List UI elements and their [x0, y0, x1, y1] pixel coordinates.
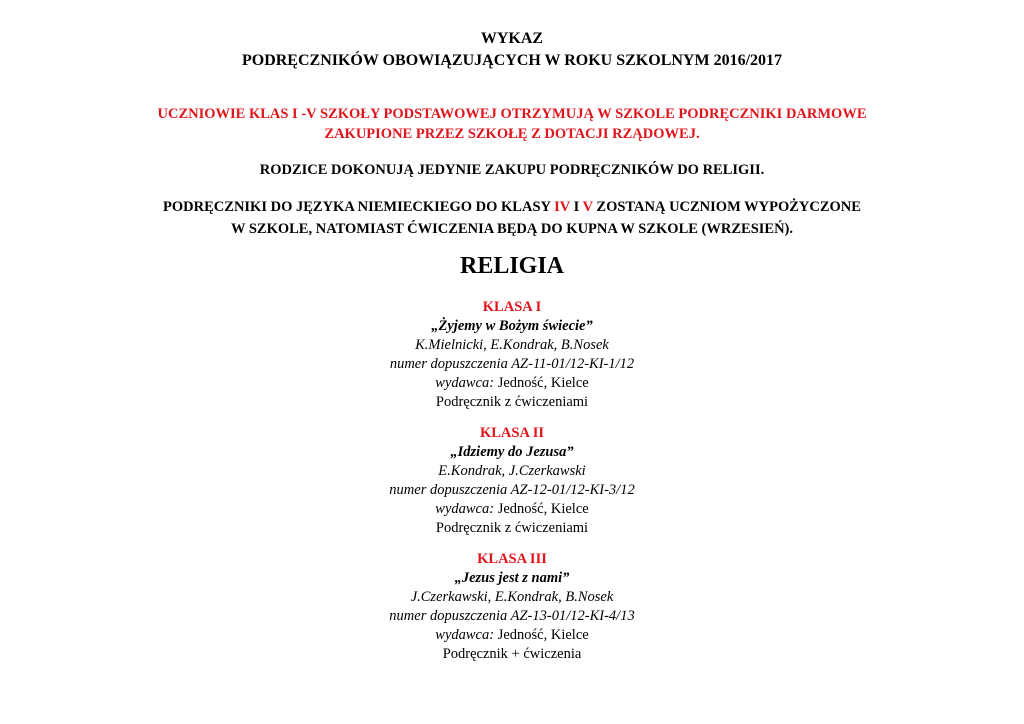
german-notice-line-1 [0, 196, 1024, 218]
book-title: „Żyjemy w Bożym świecie” [431, 318, 593, 334]
class-heading: KLASA III [477, 551, 547, 567]
book-title: „Idziemy do Jezusa” [450, 444, 574, 460]
book-title: „Jezus jest z nami” [454, 570, 570, 586]
book-authors: J.Czerkawski, E.Kondrak, B.Nosek [410, 589, 614, 605]
publisher-name: Jedność, Kielce [494, 501, 589, 517]
book-authors: E.Kondrak, J.Czerkawski [438, 463, 586, 479]
class-heading: KLASA II [479, 425, 545, 441]
german-notice [0, 196, 1024, 240]
publisher-label: wydawca: [435, 375, 495, 391]
german-notice-conjunction: I [569, 199, 583, 215]
subject-heading: RELIGIA [459, 253, 565, 279]
approval-number: numer dopuszczenia AZ-13-01/12-KI-4/13 [389, 608, 635, 624]
german-notice-class-v: V [582, 199, 593, 215]
class-section-1 [0, 298, 1024, 412]
publisher-label: wydawca: [435, 501, 495, 517]
header-title: WYKAZ [480, 30, 544, 47]
class-section-2 [0, 424, 1024, 538]
notice-line-1: UCZNIOWIE KLAS I -V SZKOŁY PODSTAWOWEJ OTRZYMUJĄ W SZKOLE PODRĘCZNIKI DARMOWE [157, 106, 867, 122]
book-type: Podręcznik z ćwiczeniami [435, 394, 589, 410]
class-section-3 [0, 550, 1024, 664]
book-type: Podręcznik z ćwiczeniami [435, 520, 589, 536]
approval-number: numer dopuszczenia AZ-12-01/12-KI-3/12 [389, 482, 635, 498]
german-notice-line-2: W SZKOLE, NATOMIAST ĆWICZENIA BĘDĄ DO KUPNA W SZKOLE (WRZESIEŃ). [230, 221, 793, 237]
parents-notice: RODZICE DOKONUJĄ JEDYNIE ZAKUPU PODRĘCZNIKÓW DO RELIGII. [259, 162, 765, 178]
publisher-line [0, 626, 1024, 645]
free-textbooks-notice [0, 104, 1024, 144]
publisher-line [0, 374, 1024, 393]
document-header [0, 28, 1024, 72]
publisher-name: Jedność, Kielce [494, 627, 589, 643]
publisher-line [0, 500, 1024, 519]
publisher-name: Jedność, Kielce [494, 375, 589, 391]
german-notice-part-2: ZOSTANĄ UCZNIOM WYPOŻYCZONE [592, 199, 861, 215]
book-authors: K.Mielnicki, E.Kondrak, B.Nosek [415, 337, 609, 353]
class-heading: KLASA I [482, 299, 542, 315]
publisher-label: wydawca: [435, 627, 495, 643]
approval-number: numer dopuszczenia AZ-11-01/12-KI-1/12 [389, 356, 635, 372]
german-notice-part-1: PODRĘCZNIKI DO JĘZYKA NIEMIECKIEGO DO KLASY [163, 199, 555, 215]
header-subtitle: PODRĘCZNIKÓW OBOWIĄZUJĄCYCH W ROKU SZKOLNYM 2016/2017 [241, 52, 783, 69]
german-notice-class-iv: IV [554, 199, 570, 215]
notice-line-2: ZAKUPIONE PRZEZ SZKOŁĘ Z DOTACJI RZĄDOWEJ. [324, 126, 700, 142]
book-type: Podręcznik + ćwiczenia [442, 646, 582, 662]
